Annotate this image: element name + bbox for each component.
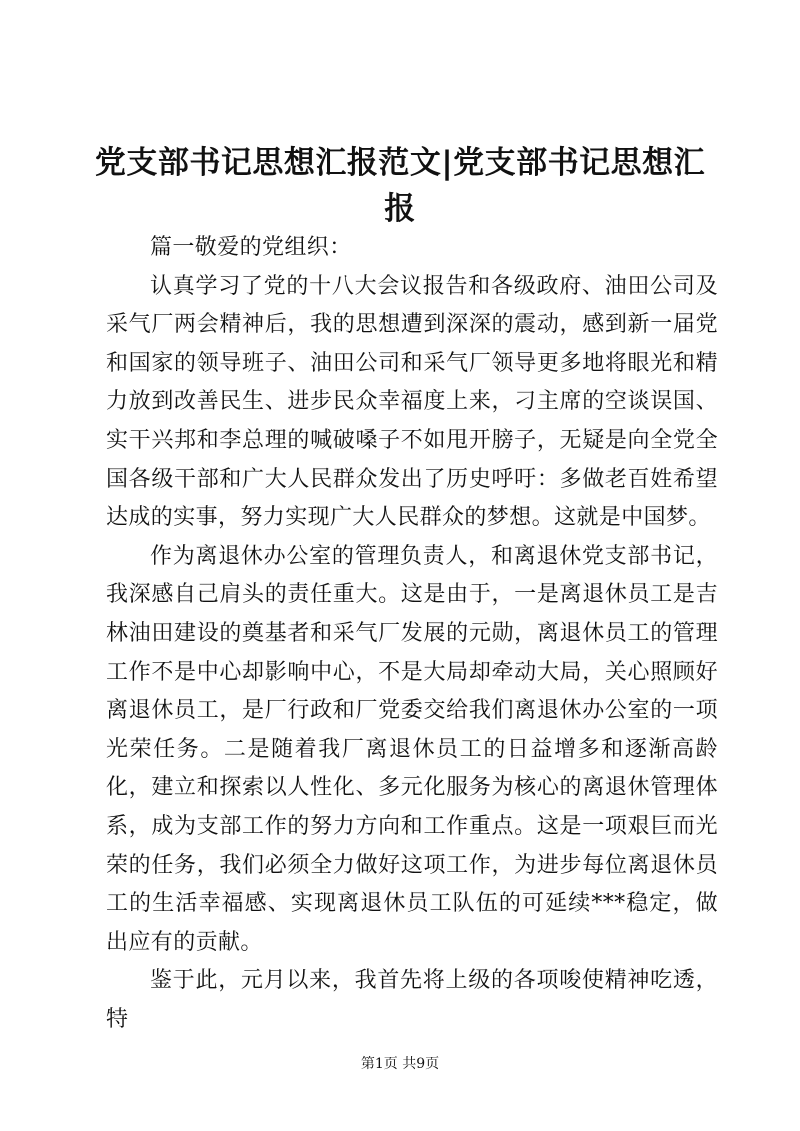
paragraph-3: 鉴于此，元月以来，我首先将上级的各项唆使精神吃透，特 [106, 968, 718, 1032]
paragraph-salutation: 篇一敬爱的党组织： [150, 235, 352, 260]
paragraph-1: 认真学习了党的十八大会议报告和各级政府、油田公司及采气厂两会精神后，我的思想遭到深深的震动，感到新一届党和国家的领导班子、油田公司和采气厂领导更多地将眼光和精力放到改善民生、进步民众幸福度上来，刁主席的空谈误国、实干兴邦和李总理的喊破嗓子不如甩开膀子，无疑是向全党全国各级干部和广大人民群众发出了历史呼吁：多做老百姓希望达成的实事，努力实现广大人民群众的梦想。这就是中国梦。 [106, 273, 718, 531]
document-title: 党支部书记思想汇报范文|党支部书记思想汇报 [94, 145, 706, 227]
paragraph-2: 作为离退休办公室的管理负责人，和离退休党支部书记，我深感自己肩头的责任重大。这是由于，一是离退休员工是吉林油田建设的奠基者和采气厂发展的元勋，离退休员工的管理工作不是中心却影响中心，不是大局却牵动大局，关心照顾好离退休员工，是厂行政和厂党委交给我们离退休办公室的一项光荣任务。二是随着我厂离退休员工的日益增多和逐渐高龄化，建立和探索以人性化、多元化服务为核心的离退休管理体系，成为支部工作的努力方向和工作重点。这是一项艰巨而光荣的任务，我们必须全力做好这项工作，为进步每位离退休员工的生活幸福感、实现离退休员工队伍的可延续***稳定，做出应有的贡献。 [106, 543, 718, 955]
document-body [106, 229, 718, 1039]
page-number-footer: 第1页 共9页 [360, 1056, 440, 1072]
